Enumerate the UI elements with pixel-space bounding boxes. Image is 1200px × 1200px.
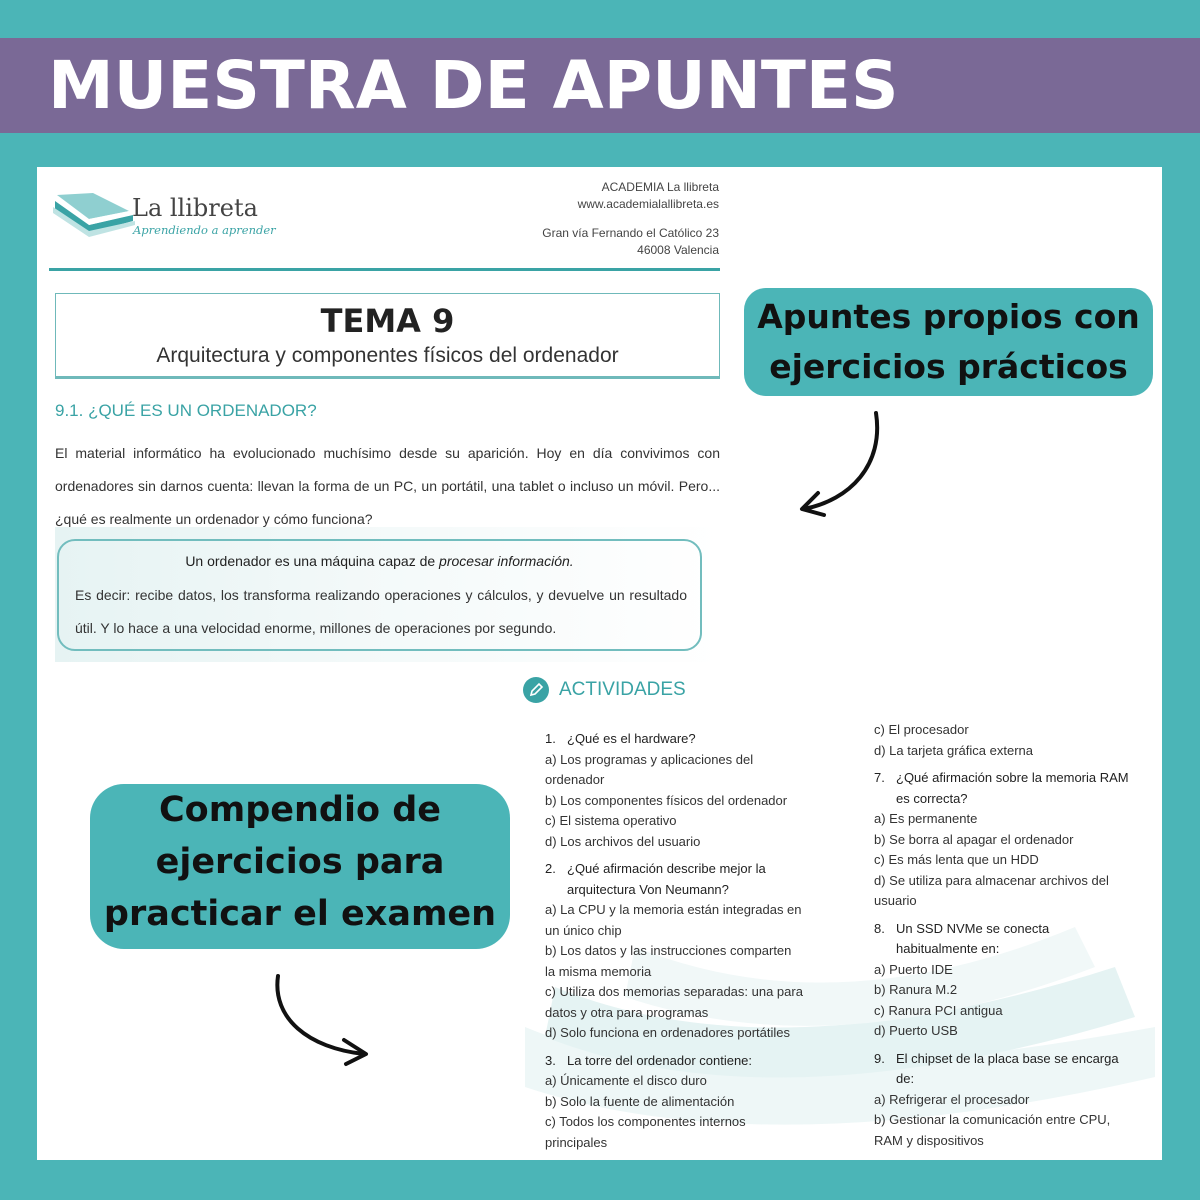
answer-option: c) Todos los componentes internos principales — [545, 1114, 746, 1150]
topic-title-box — [55, 293, 720, 379]
question-2: 2. ¿Qué afirmación describe mejor la arquitectura Von Neumann? — [545, 861, 766, 897]
question-1: 1. ¿Qué es el hardware? — [545, 731, 696, 746]
notes-callout-line: Apuntes propios con — [757, 297, 1140, 336]
answer-option: b) Se borra al apagar el ordenador — [874, 831, 1074, 847]
brand-name: La llibreta — [132, 194, 258, 222]
answer-option: b) Los componentes físicos del ordenador — [545, 792, 788, 808]
answer-option: a) La CPU y la memoria están integradas en un único chip — [545, 902, 802, 938]
answer-option: b) Gestionar la comunicación entre CPU, RAM y dispositivos — [874, 1112, 1111, 1148]
answer-option: a) Es permanente — [874, 811, 978, 826]
exercises-callout-line: ejercicios para — [155, 842, 445, 882]
answer-option: b) Los datos y las instrucciones comparten la misma memoria — [545, 943, 792, 979]
answer-option: d) Solo funciona en ordenadores portátiles — [545, 1025, 790, 1040]
answer-option: d) Los archivos del usuario — [545, 833, 701, 849]
banner-title: MUESTRA DE APUNTES — [48, 47, 899, 124]
curved-arrow-icon — [268, 968, 378, 1068]
contact-street: Gran vía Fernando el Católico 23 — [542, 226, 719, 240]
answer-option: d) Se utiliza para almacenar archivos del usuario — [874, 872, 1109, 908]
question-7: 7. ¿Qué afirmación sobre la memoria RAM es correcta? — [874, 770, 1129, 806]
definition-box — [57, 539, 702, 651]
answer-option: d) Puerto USB — [874, 1023, 958, 1038]
intro-paragraph: El material informático ha evolucionado muchísimo desde su aparición. Hoy en día convivimos con ordenadores sin darnos cuenta: llevan la forma de un PC, un portátil, una tablet o incluso un móvil. Pero... ¿qué es realmente un ordenador y cómo funciona? — [55, 445, 720, 527]
answer-option: b) Solo la fuente de alimentación — [545, 1093, 735, 1109]
question-8: 8. Un SSD NVMe se conecta habitualmente en: — [874, 920, 1050, 956]
answer-option: c) Es más lenta que un HDD — [874, 852, 1039, 867]
contact-block — [542, 179, 719, 259]
brand-tagline: Aprendiendo a aprender — [133, 223, 276, 237]
section-heading: 9.1. ¿QUÉ ES UN ORDENADOR? — [55, 401, 317, 420]
answer-option: c) Utiliza dos memorias separadas: una para datos y otra para programas — [545, 984, 803, 1020]
answer-option: c) El procesador — [874, 722, 969, 737]
answer-option: d) La tarjeta gráfica externa — [874, 742, 1033, 758]
question-9: 9. El chipset de la placa base se encarga de: — [874, 1050, 1119, 1086]
header-divider — [49, 268, 720, 271]
answer-option: a) Puerto IDE — [874, 961, 953, 977]
exercises-callout-line: Compendio de — [159, 790, 441, 830]
topic-number: TEMA 9 — [320, 302, 455, 340]
activities-heading: ACTIVIDADES — [559, 679, 686, 700]
pencil-icon — [523, 677, 549, 703]
book-logo-icon — [49, 185, 144, 240]
notes-callout — [744, 288, 1153, 396]
activities-left-column — [545, 729, 805, 1153]
definition-emphasis: procesar información. — [439, 553, 574, 569]
curved-arrow-icon — [790, 405, 890, 520]
notes-callout-line: ejercicios prácticos — [769, 347, 1128, 386]
activities-right-column — [874, 720, 1134, 1151]
contact-academy: ACADEMIA La llibreta — [601, 180, 719, 194]
answer-option: c) El sistema operativo — [545, 813, 677, 828]
top-banner — [0, 38, 1200, 133]
answer-option: c) Ranura PCI antigua — [874, 1002, 1003, 1018]
contact-website: www.academialallibreta.es — [577, 197, 719, 211]
definition-title: Un ordenador es una máquina capaz de procesar información. — [185, 553, 574, 569]
question-3: 3. La torre del ordenador contiene: — [545, 1052, 753, 1068]
exercises-callout — [90, 784, 510, 949]
answer-option: a) Únicamente el disco duro — [545, 1073, 707, 1088]
exercises-callout-line: practicar el examen — [103, 894, 497, 934]
contact-city: 46008 Valencia — [637, 243, 719, 257]
topic-subtitle: Arquitectura y componentes físicos del ordenador — [156, 344, 619, 367]
definition-body: Es decir: recibe datos, los transforma realizando operaciones y cálculos, y devuelve un resultado útil. Y lo hace a una velocidad enorme, millones de operaciones por segundo. — [75, 587, 687, 636]
answer-option: a) Refrigerar el procesador — [874, 1091, 1030, 1107]
answer-option: b) Ranura M.2 — [874, 982, 958, 997]
answer-option: a) Los programas y aplicaciones del ordenador — [545, 751, 754, 787]
